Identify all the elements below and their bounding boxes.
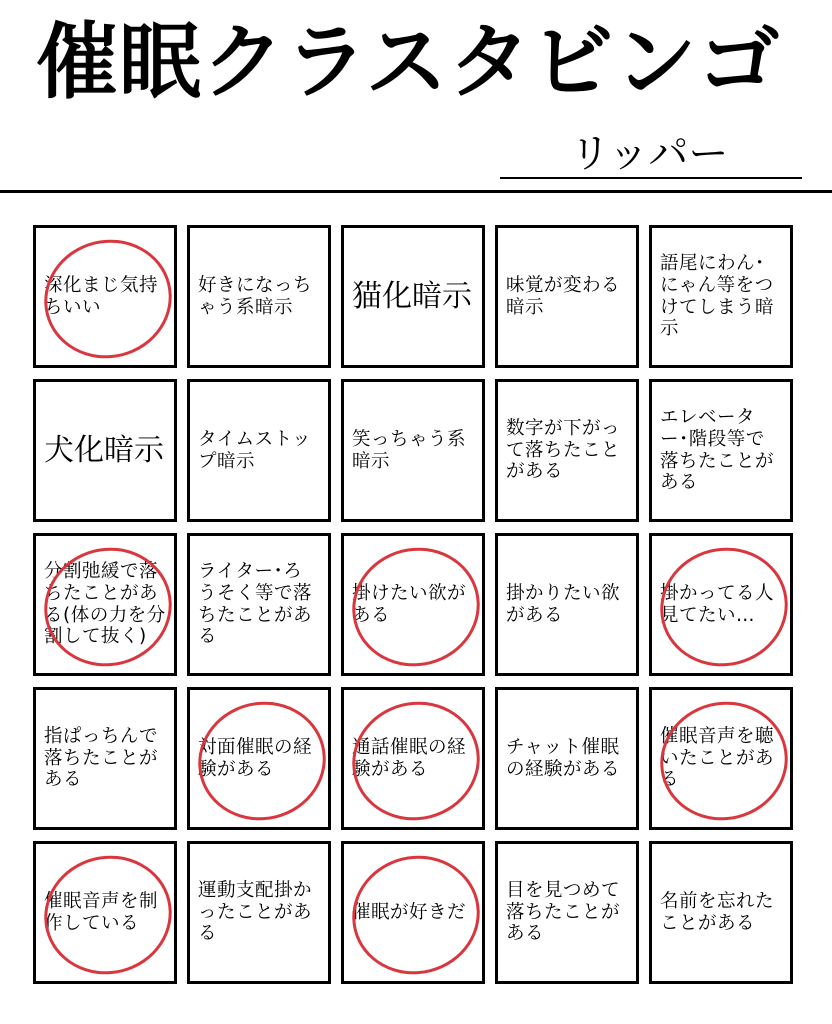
bingo-cell-text: ライター･ろうそく等で落ちたことがある [198, 560, 313, 648]
bingo-cell-text: 催眠音声を制作している [44, 890, 159, 934]
bingo-cell-text: 通話催眠の経験がある [352, 736, 467, 780]
bingo-cell-text: 名前を忘れたことがある [660, 890, 775, 934]
bingo-cell [495, 533, 639, 676]
bingo-cell-text: 好きになっちゃう系暗示 [198, 274, 313, 318]
bingo-cell [649, 687, 793, 830]
bingo-cell-text: 数字が下がって落ちたことがある [506, 417, 621, 483]
bingo-cell-text: 目を見つめて落ちたことがある [506, 879, 621, 945]
bingo-title: 催眠クラスタビンゴ [36, 15, 781, 110]
bingo-cell-text: タイムストップ暗示 [198, 428, 312, 472]
bingo-cell [649, 225, 793, 368]
bingo-cell [341, 379, 485, 522]
bingo-cell [495, 841, 639, 984]
bingo-cell-text: 掛けたい欲がある [352, 582, 467, 626]
bingo-cell [495, 225, 639, 368]
bingo-cell-text: 運動支配掛かったことがある [198, 879, 313, 945]
bingo-cell-text: 笑っちゃう系暗示 [352, 428, 467, 472]
bingo-cell-text: 猫化暗示 [352, 278, 472, 314]
bingo-cell [187, 841, 331, 984]
bingo-cell [33, 841, 177, 984]
bingo-cell-text: 味覚が変わる暗示 [506, 274, 621, 318]
bingo-cell [495, 687, 639, 830]
bingo-cell-text: 催眠が好きだ [352, 901, 467, 923]
bingo-cell [33, 379, 177, 522]
bingo-cell [33, 533, 177, 676]
bingo-cell-text: 指ぱっちんで落ちたことがある [44, 725, 159, 791]
bingo-cell-text: 分割弛緩で落ちたことがある(体の力を分割して抜く) [44, 560, 166, 648]
bingo-cell-text: エレベーター･階段等で落ちたことがある [660, 406, 775, 494]
bingo-cell-text: 対面催眠の経験がある [198, 736, 313, 780]
bingo-cell [341, 225, 485, 368]
bingo-cell [187, 687, 331, 830]
bingo-cell-text: 深化まじ気持ちいい [44, 274, 159, 318]
bingo-cell [341, 841, 485, 984]
bingo-cell-text: 催眠音声を聴いたことがある [660, 725, 775, 791]
bingo-cell [649, 841, 793, 984]
bingo-cell [187, 379, 331, 522]
bingo-cell-text: 犬化暗示 [44, 432, 164, 468]
bingo-cell-text: 語尾にわん･にゃん等をつけてしまう暗示 [660, 252, 775, 340]
bingo-cell [187, 225, 331, 368]
bingo-cell [649, 533, 793, 676]
bingo-cell [495, 379, 639, 522]
bingo-cell-text: チャット催眠の経験がある [506, 736, 621, 780]
bingo-cell [33, 225, 177, 368]
bingo-cell-text: 掛かりたい欲がある [506, 582, 621, 626]
bingo-cell [33, 687, 177, 830]
bingo-cell [649, 379, 793, 522]
bingo-cell [341, 687, 485, 830]
bingo-cell [187, 533, 331, 676]
bingo-cell [341, 533, 485, 676]
author-name: リッパー [570, 131, 729, 177]
bingo-cell-text: 掛かってる人見てたい… [660, 582, 775, 626]
